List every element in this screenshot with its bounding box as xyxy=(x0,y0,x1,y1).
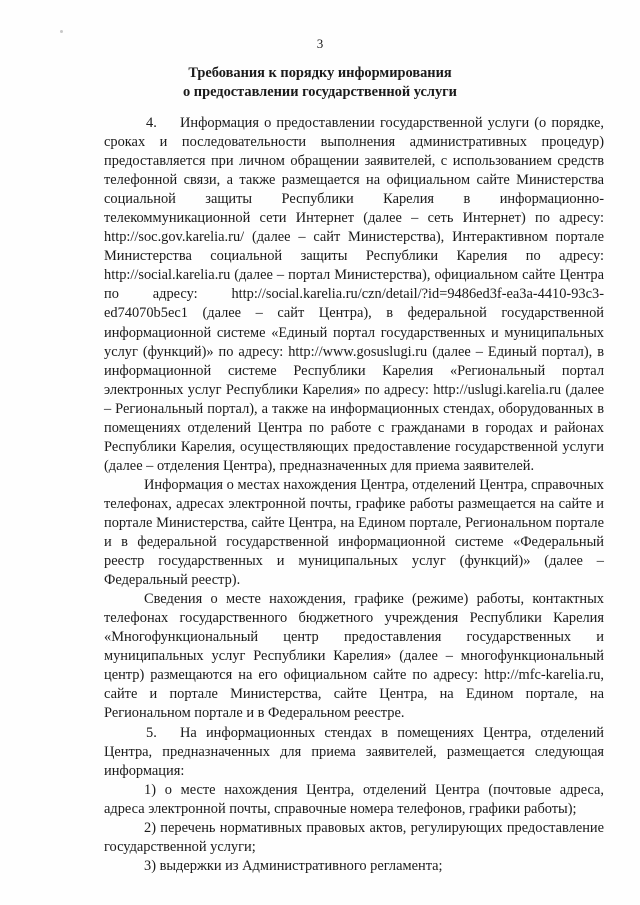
paragraph-text: Сведения о месте нахождения, графике (режиме) работы, контактных телефонах государственного бюджетного учреждения Республики Карелия «Многофункциональный центр предоставления государственных и муниципальных услуг Республики Карелия» (далее – многофункциональный центр) размещаются на его официальном сайте по адресу: http://mfc-karelia.ru, сайте и портале Министерства, сайте Центра, на Едином портале, на Региональном портале и в Федеральном реестре. xyxy=(104,591,604,722)
paragraph-number: 4. xyxy=(146,115,157,131)
page-number: 3 xyxy=(316,36,324,51)
section-heading xyxy=(100,64,540,102)
list-item-3 xyxy=(104,857,604,876)
paragraph-text: 1) о месте нахождения Центра, отделений Центра (почтовые адреса, адреса электронной почты, справочные номера телефонов, графики работы); xyxy=(104,781,604,817)
paragraph-text: Информация о предоставлении государственной услуги (о порядке, сроках и последовательности выполнения административных процедур) предоставляется при личном обращении заявителей, с использованием средств телефонной связи, а также размещается на официальном сайте Министерства социальной защиты Республики Карелия в информационно-телекоммуникационной сети Интернет (далее – сеть Интернет) по адресу: http://soc.gov.karelia.ru/ (далее – сайт Министерства), Интерактивном портале Министерства социальной защиты Республики Карелия по адресу: http://social.karelia.ru (далее – портал Министерства), официальном сайте Центра по адресу: http://social.karelia.ru/czn/detail/?id=9486ed3f-ea3a-4410-93c3-ed74070b5ec1 (далее – сайт Центра), в федеральной государственной информационной системе «Единый портал государственных и муниципальных услуг (функций)» по адресу: http://www.gosuslugi.ru (далее – Единый портал), в информационной системе Республики Карелия «Региональный портал электронных услуг Республики Карелия» по адресу: http://uslugi.karelia.ru (далее – Региональный портал), а также на информационных стендах, оборудованных в помещениях отделений Центра по работе с гражданами в городах и районах Республики Карелия, осуществляющих предоставление государственной услуги (далее – отделения Центра), предназначенных для приема заявителей. xyxy=(104,115,604,474)
list-item-2 xyxy=(104,819,604,857)
paragraph-text: 2) перечень нормативных правовых актов, регулирующих предоставление государственной услуги; xyxy=(104,819,604,855)
paragraph-text: На информационных стендах в помещениях Центра, отделений Центра, предназначенных для приема заявителей, размещается следующая информация: xyxy=(104,724,604,779)
paragraph-text: 3) выдержки из Административного регламента; xyxy=(144,857,443,874)
paragraph-mfc-info xyxy=(104,590,604,723)
paragraph-item-5 xyxy=(104,724,604,781)
section-heading-line-2: о предоставлении государственной услуги xyxy=(183,84,457,100)
paragraph-text: Информация о местах нахождения Центра, отделений Центра, справочных телефонах, адресах электронной почты, графике работы размещается на сайте и портале Министерства, сайте Центра, на Едином портале, Региональном портале и в федеральной государственной информационной системе «Федеральный реестр государственных и муниципальных услуг (функций)» (далее – Федеральный реестр). xyxy=(104,476,604,589)
section-heading-line-1: Требования к порядку информирования xyxy=(188,65,452,81)
paragraph-locations xyxy=(104,476,604,590)
paragraph-number: 5. xyxy=(146,724,157,741)
document-body xyxy=(104,114,604,876)
scan-artifact xyxy=(60,30,63,33)
paragraph-item-4 xyxy=(104,114,604,476)
list-item-1 xyxy=(104,781,604,819)
